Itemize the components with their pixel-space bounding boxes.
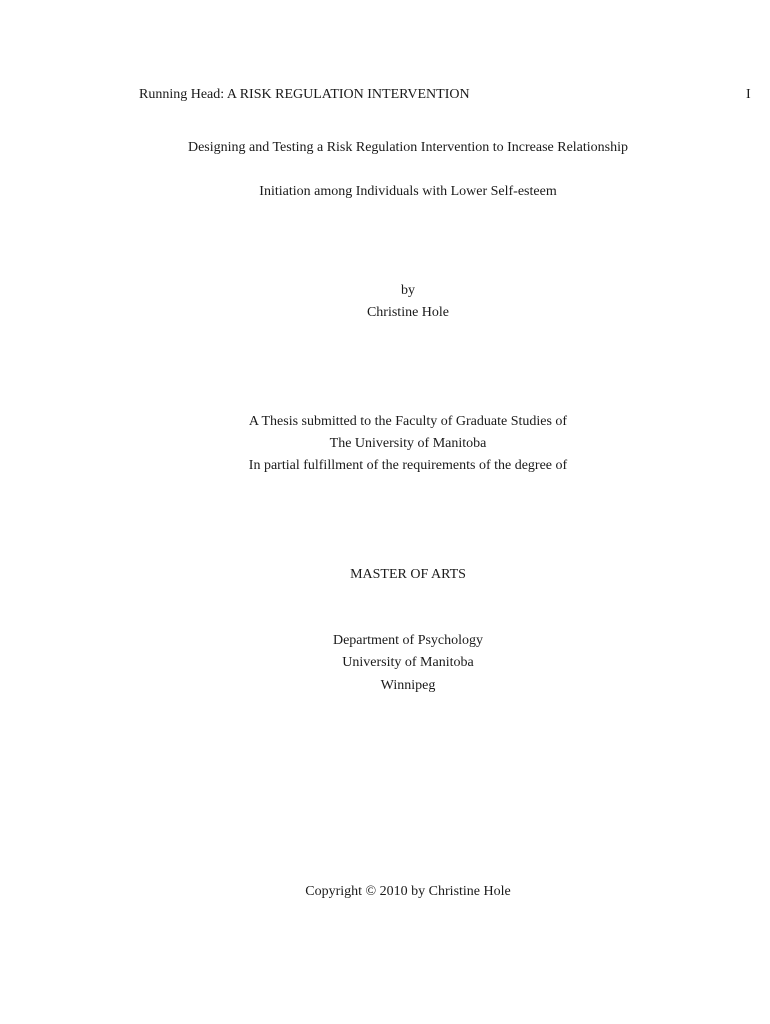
degree-name: MASTER OF ARTS xyxy=(350,567,466,582)
submission-line-1: A Thesis submitted to the Faculty of Graduate Studies of xyxy=(248,414,568,429)
thesis-title-line-1: Designing and Testing a Risk Regulation Intervention to Increase Relationship xyxy=(187,140,629,155)
city: Winnipeg xyxy=(380,678,436,693)
thesis-title-line-2: Initiation among Individuals with Lower Self-esteem xyxy=(259,184,557,199)
page-number: I xyxy=(746,87,751,102)
copyright-notice: Copyright © 2010 by Christine Hole xyxy=(305,884,511,899)
submission-line-3: In partial fulfillment of the requirements of the degree of xyxy=(248,458,568,473)
by-label: by xyxy=(401,283,415,298)
department: Department of Psychology xyxy=(332,633,484,648)
author-name: Christine Hole xyxy=(366,305,450,320)
running-head: Running Head: A RISK REGULATION INTERVENTION xyxy=(139,87,470,102)
submission-line-2: The University of Manitoba xyxy=(329,436,487,451)
university: University of Manitoba xyxy=(342,655,474,670)
